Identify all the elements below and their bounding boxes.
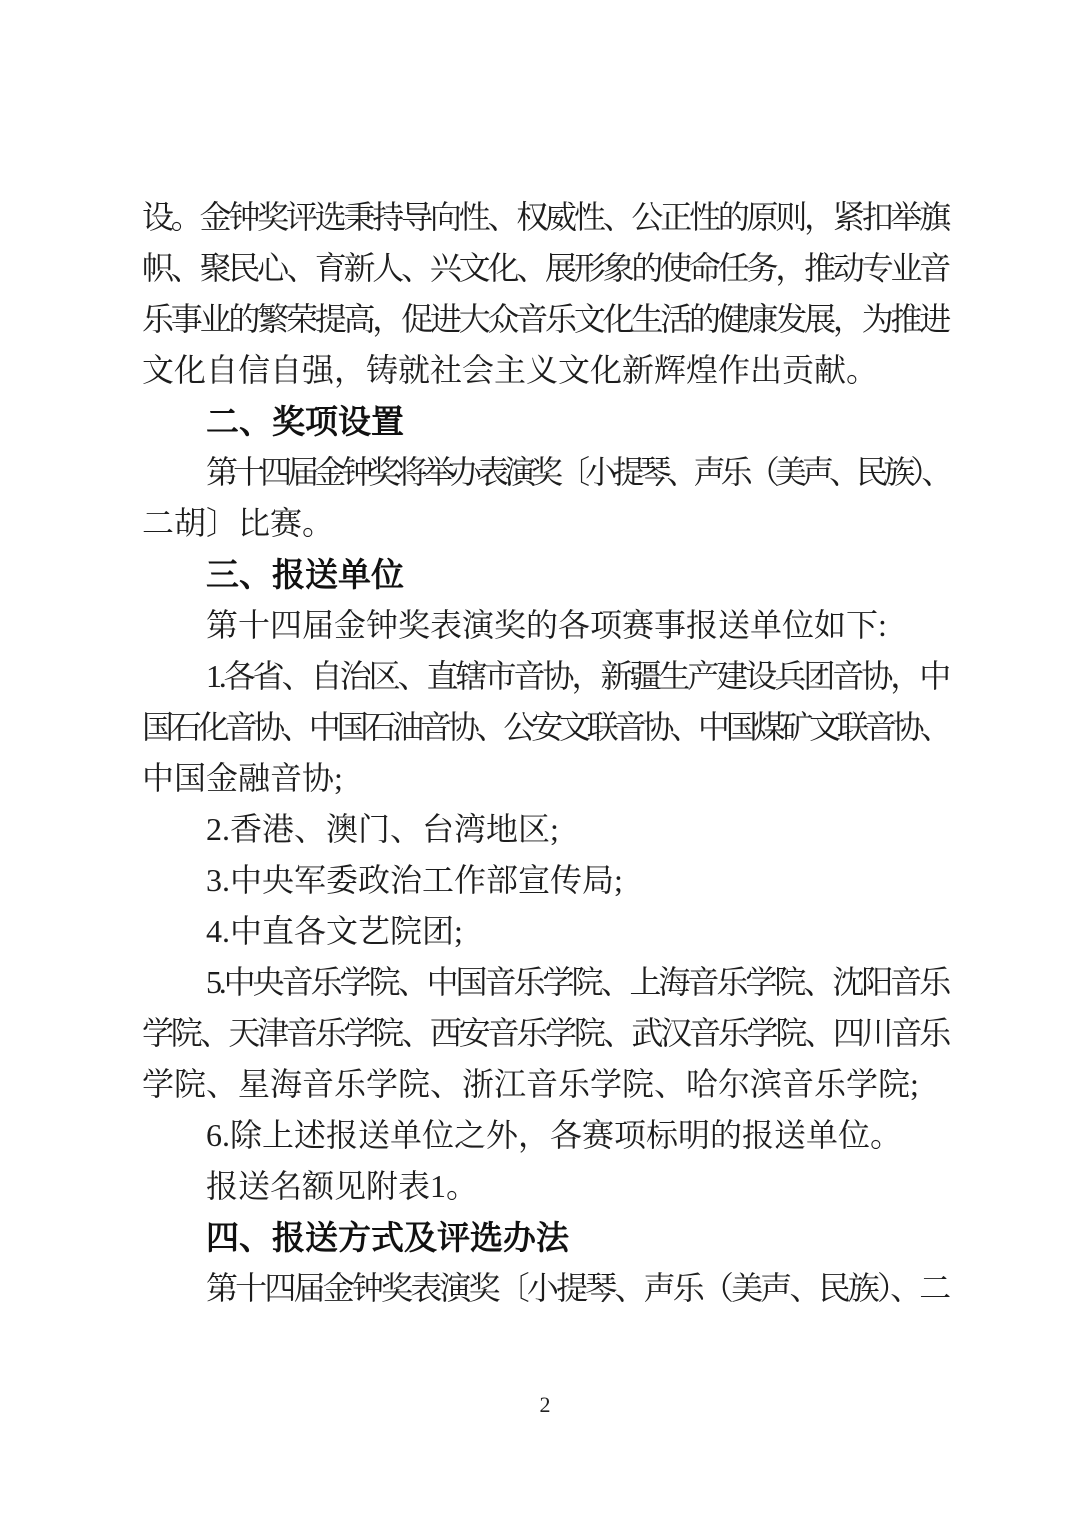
text-line: 设。金钟奖评选秉持导向性、权威性、公正性的原则，紧扣举旗 bbox=[142, 199, 948, 235]
section-heading-units: 三、报送单位 bbox=[206, 556, 404, 593]
text-line: 报送名额见附表1。 bbox=[206, 1168, 479, 1204]
text-line list-item-3: 3.中央军委政治工作部宣传局; bbox=[206, 862, 623, 898]
text-line: 学院、星海音乐学院、浙江音乐学院、哈尔滨音乐学院; bbox=[142, 1066, 919, 1102]
text-line: 二胡〕比赛。 bbox=[142, 505, 335, 541]
text-line list-item-2: 2.香港、澳门、台湾地区; bbox=[206, 811, 559, 847]
text-line list-item-6: 6.除上述报送单位之外，各赛项标明的报送单位。 bbox=[206, 1117, 903, 1153]
section-heading-method: 四、报送方式及评选办法 bbox=[206, 1219, 569, 1256]
section-heading-awards: 二、奖项设置 bbox=[206, 403, 404, 440]
text-line: 中国金融音协; bbox=[142, 760, 343, 796]
text-line: 乐事业的繁荣提高，促进大众音乐文化生活的健康发展，为推进 bbox=[142, 301, 948, 337]
text-line: 文化自信自强，铸就社会主义文化新辉煌作出贡献。 bbox=[142, 352, 879, 388]
text-line list-item-1: 1.各省、自治区、直辖市音协，新疆生产建设兵团音协，中 bbox=[206, 658, 948, 694]
document-page-body bbox=[142, 192, 948, 1314]
text-line list-item-5: 5.中央音乐学院、中国音乐学院、上海音乐学院、沈阳音乐 bbox=[206, 964, 948, 1000]
text-line: 第十四届金钟奖表演奖〔小提琴、声乐（美声、民族）、二 bbox=[206, 1270, 948, 1306]
page-number: 2 bbox=[539, 1392, 551, 1417]
text-line: 国石化音协、中国石油音协、公安文联音协、中国煤矿文联音协、 bbox=[142, 709, 948, 745]
text-line: 第十四届金钟奖将举办表演奖〔小提琴、声乐（美声、民族）、 bbox=[206, 454, 948, 490]
text-line: 学院、天津音乐学院、西安音乐学院、武汉音乐学院、四川音乐 bbox=[142, 1015, 948, 1051]
text-line: 帜、聚民心、育新人、兴文化、展形象的使命任务，推动专业音 bbox=[142, 250, 948, 286]
text-line list-item-4: 4.中直各文艺院团; bbox=[206, 913, 463, 949]
text-line: 第十四届金钟奖表演奖的各项赛事报送单位如下: bbox=[206, 607, 887, 643]
